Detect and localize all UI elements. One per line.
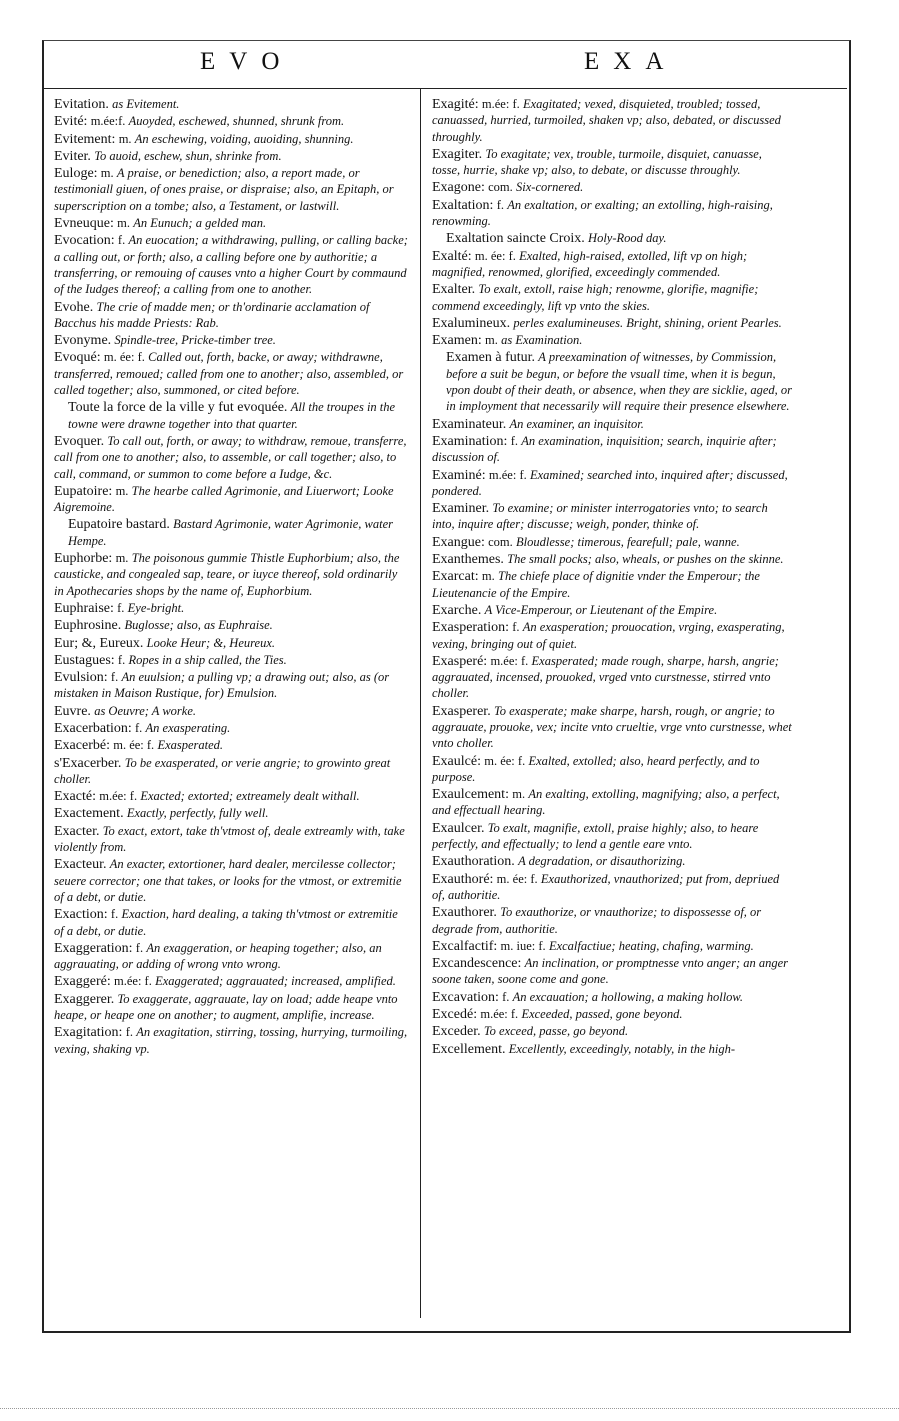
entry-definition: To be exasperated, or verie angrie; to growinto great choller. [54, 755, 391, 786]
dictionary-entry [54, 906, 410, 939]
dictionary-entry [432, 315, 792, 331]
entry-definition: Spindle-tree, Pricke-timber tree. [114, 333, 276, 348]
entry-definition: as Examination. [501, 333, 583, 348]
entry-grammar: f. [135, 720, 143, 735]
dictionary-entry [54, 433, 410, 482]
dictionary-entry [54, 856, 410, 905]
entry-grammar: m. [117, 216, 130, 231]
dictionary-entry [432, 349, 792, 414]
entry-grammar: m. ée: f. [113, 738, 155, 753]
dictionary-entry [432, 568, 792, 601]
entry-grammar: m. [115, 551, 129, 566]
dictionary-entry [54, 148, 410, 164]
entry-headword: Exasperation: [432, 620, 509, 636]
entry-headword: Eviter. [54, 148, 91, 164]
entry-definition: To exact, extort, take th'vtmost of, deale extreamly with, take violently from. [54, 823, 405, 855]
dictionary-entry [54, 635, 410, 651]
dictionary-entry [432, 248, 792, 281]
left-column [54, 96, 410, 1058]
dictionary-entry [54, 823, 410, 856]
entry-definition: An examiner, an inquisitor. [509, 416, 644, 431]
entry-definition: Ropes in a ship called, the Ties. [128, 652, 287, 667]
entry-headword: Evitement: [54, 131, 116, 147]
entry-headword: Evitation. [54, 97, 109, 112]
entry-headword: Exalumineux. [432, 315, 511, 331]
entry-definition: The crie of madde men; or th'ordinarie acclamation of Bacchus his madde Priests: Rab. [54, 299, 370, 330]
dictionary-entry [432, 938, 792, 954]
dictionary-entry [54, 550, 410, 599]
entry-definition: To exceed, passe, go beyond. [483, 1024, 629, 1039]
entry-definition: The chiefe place of dignitie vnder the Emperour; the Lieutenancie of the Empire. [432, 569, 760, 600]
dictionary-entry [54, 113, 410, 129]
entry-headword: Evoqué: [54, 350, 101, 366]
entry-headword: Euphrosine. [54, 618, 122, 634]
entry-definition: Exaggerated; aggrauated; increased, amplified. [155, 974, 396, 989]
entry-headword: Evoquer. [54, 433, 105, 449]
dictionary-entry [54, 299, 410, 332]
dictionary-entry [54, 617, 410, 633]
entry-headword: Eupatoire: [54, 483, 113, 499]
entry-definition: To exasperate; make sharpe, harsh, rough, or angrie; to aggrauate, prouoke, vex; incite vnto crueltie, vrge vnto curstnesse, whet vnto choller. [432, 703, 792, 751]
entry-definition: An euulsion; a pulling vp; a drawing out; also, as (or mistaken in Maison Rustique, for) Emulsion. [54, 670, 390, 701]
entry-headword: Exauthoré: [432, 871, 494, 887]
dictionary-entry [54, 788, 410, 804]
entry-headword: Examen à futur. [446, 350, 536, 366]
entry-definition: Buglosse; also, as Euphraise. [124, 618, 273, 633]
entry-headword: Examiné: [432, 467, 486, 483]
entry-grammar: m.ée: f. [114, 974, 152, 989]
entry-headword: Exaltation: [432, 197, 494, 213]
entry-definition: An euocation; a withdrawing, pulling, or calling backe; a calling out, or forth; also, a calling before one by authoritie; a transferring, or remouing of causes vnto a higher Court by commaund of the Iudges thereof; a calling from one to another. [54, 233, 408, 297]
dictionary-entry [54, 131, 410, 147]
dictionary-entry [54, 600, 410, 616]
entry-headword: Exactement. [54, 806, 124, 822]
entry-definition: perles exalumineuses. Bright, shining, orient Pearles. [513, 315, 782, 330]
entry-grammar: m. ée: f. [484, 753, 526, 768]
entry-definition: An exasperation; prouocation, vrging, exasperating, vexing, bringing out of quiet. [432, 620, 785, 651]
entry-headword: Exalté: [432, 248, 472, 264]
dictionary-entry [54, 805, 410, 821]
dictionary-entry [432, 1041, 792, 1057]
entry-definition: Examined; searched into, inquired after; discussed, pondered. [432, 467, 788, 498]
entry-definition: Six-cornered. [516, 180, 584, 195]
entry-headword: Examen: [432, 333, 482, 349]
dictionary-entry [432, 332, 792, 348]
entry-definition: Looke Heur; &, Heureux. [146, 635, 275, 650]
entry-definition: An exagitation, stirring, tossing, hurrying, turmoiling, vexing, shaking vp. [54, 1025, 408, 1056]
dictionary-entry [432, 871, 792, 904]
entry-headword: Exaggeré: [54, 974, 111, 990]
scan-edge [0, 1408, 899, 1409]
entry-grammar: f. [117, 600, 125, 615]
dictionary-entry [432, 281, 792, 314]
entry-definition: All the troupes in the towne were drawne together into that quarter. [68, 400, 396, 431]
dictionary-entry [54, 96, 410, 112]
dictionary-entry [54, 737, 410, 753]
dictionary-entry [54, 349, 410, 398]
entry-headword: Exceder. [432, 1024, 481, 1040]
entry-definition: A degradation, or disauthorizing. [518, 854, 686, 869]
running-head-left: EVO [200, 48, 294, 75]
dictionary-entry [432, 619, 792, 652]
dictionary-entry [432, 96, 792, 145]
entry-definition: Exasperated. [157, 738, 224, 753]
entry-definition: To exaggerate, aggrauate, lay on load; adde heape vnto heape, or heape one on another; to augment, amplifie, increase. [54, 991, 398, 1023]
entry-grammar: f. [510, 433, 518, 448]
entry-headword: Exaggerer. [54, 991, 115, 1007]
entry-definition: An excauation; a hollowing, a making hollow. [512, 989, 743, 1004]
entry-headword: Exauthoration. [432, 854, 515, 870]
entry-headword: Exagité: [432, 97, 479, 112]
dictionary-entry [432, 786, 792, 819]
entry-headword: Evocation: [54, 233, 115, 249]
entry-definition: A Vice-Emperour, or Lieutenant of the Empire. [484, 602, 718, 617]
entry-headword: Exagitation: [54, 1025, 123, 1041]
entry-grammar: m.ée:f. [90, 114, 126, 129]
entry-headword: Eustagues: [54, 652, 115, 668]
entry-grammar: f. [496, 197, 504, 212]
entry-headword: Exaulcé: [432, 753, 481, 769]
entry-definition: An examination, inquisition; search, inquirie after; discussion of. [432, 433, 777, 465]
entry-definition: Exacted; extorted; extreamely dealt withall. [140, 789, 360, 804]
entry-definition: A preexamination of witnesses, by Commission, before a suit be begun, or before the vsuall time, when it is begun, vpon doubt of their death, or absence, when they are sicklie, aged, or in imployment that necessarily will require their presence elsewhere. [446, 350, 792, 414]
dictionary-entry [54, 703, 410, 719]
dictionary-entry [54, 973, 410, 989]
entry-grammar: m. ée: f. [474, 248, 516, 263]
entry-grammar: f. [512, 620, 520, 635]
entry-definition: Exauthorized, vnauthorized; put from, depriued of, authoritie. [432, 871, 780, 902]
entry-grammar: m. [485, 333, 498, 348]
page-header [44, 40, 847, 92]
entry-definition: An inclination, or promptnesse vnto anger; an anger soone taken, soone come and gone. [432, 956, 789, 987]
entry-definition: Auoyded, eschewed, shunned, shrunk from. [128, 114, 345, 129]
dictionary-entry [432, 989, 792, 1005]
dictionary-entry [432, 500, 792, 533]
dictionary-entry [54, 669, 410, 702]
entry-headword: Exaction: [54, 907, 108, 923]
entry-definition: The small pocks; also, wheals, or pushes on the skinne. [507, 552, 784, 567]
entry-headword: Exanthemes. [432, 552, 504, 568]
dictionary-entry [54, 652, 410, 668]
entry-grammar: m. [115, 483, 129, 498]
running-head-right: EXA [584, 48, 678, 75]
entry-definition: An exaltation, or exalting; an extolling, high-raising, renowming. [432, 197, 773, 229]
dictionary-entry [54, 991, 410, 1024]
entry-headword: Exaggeration: [54, 940, 133, 956]
entry-grammar: f. [135, 940, 144, 955]
entry-grammar: m. [481, 569, 495, 584]
entry-headword: Exacerbé: [54, 738, 110, 754]
entry-headword: Euphraise: [54, 600, 114, 616]
entry-definition: To call out, forth, or away; to withdraw, remoue, transferre, call from one to another; also, to assemble, or call together; also, to call, command, or summon to come before a Iudge, &c. [54, 433, 407, 481]
entry-headword: Examinateur. [432, 416, 507, 432]
entry-definition: The hearbe called Agrimonie, and Liuerwort; Looke Aigremoine. [54, 483, 394, 515]
entry-definition: Exalted, high-raised, extolled, lift vp on high; magnified, renowmed, glorified, exceedingly commended. [432, 248, 748, 279]
entry-headword: Exacté: [54, 789, 96, 805]
entry-grammar: m. ée: f. [103, 350, 145, 365]
entry-definition: Exactly, perfectly, fully well. [126, 806, 269, 821]
entry-headword: Exasperer. [432, 703, 491, 719]
dictionary-entry [54, 399, 410, 432]
dictionary-entry [432, 146, 792, 179]
dictionary-entry [54, 165, 410, 214]
entry-definition: An exaggeration, or heaping together; also, an aggrauating, or adding of wrong vnto wrong. [54, 940, 382, 972]
entry-headword: Eupatoire bastard. [68, 517, 170, 533]
entry-definition: Bloudlesse; timerous, fearefull; pale, wanne. [516, 534, 740, 549]
entry-definition: Exaction, hard dealing, a taking th'vtmost or extremitie of a debt, or dutie. [54, 907, 398, 938]
entry-grammar: m.ée: f. [488, 467, 527, 482]
entry-headword: Evité: [54, 114, 88, 130]
entry-definition: A praise, or benediction; also, a report made, or testimoniall giuen, of ones praise, or dispraise; also, an Epitaph, or superscription on a tombe; also, a Testament, or lastwill. [54, 166, 394, 213]
entry-headword: Excalfactif: [432, 938, 498, 954]
entry-headword: s'Exacerber. [54, 755, 122, 771]
entry-definition: Excellently, exceedingly, notably, in the high- [508, 1041, 736, 1056]
entry-headword: Examination: [432, 433, 508, 449]
entry-headword: Exacerbation: [54, 720, 132, 736]
entry-grammar: f. [125, 1025, 133, 1040]
dictionary-entry [54, 332, 410, 348]
dictionary-entry [432, 416, 792, 432]
entry-headword: Exacteur. [54, 857, 107, 873]
entry-headword: Exangue: [432, 534, 485, 550]
dictionary-entry [432, 653, 792, 702]
entry-definition: The poisonous gummie Thistle Euphorbium; also, the causticke, and congealed sap, teare, or iuyce thereof, sold ordinarily in Apothecaries shops by the name of, Euphorbium. [54, 551, 400, 598]
dictionary-entry [54, 755, 410, 788]
entry-definition: Exagitated; vexed, disquieted, troubled; tossed, canuassed, hurried, turmoiled, shaken vp; also, debated, or discussed throughly. [432, 97, 781, 144]
entry-headword: Excandescence: [432, 956, 522, 972]
entry-definition: Holy-Rood day. [588, 231, 667, 246]
entry-grammar: m. [512, 787, 526, 802]
dictionary-entry [54, 940, 410, 973]
entry-grammar: f. [502, 989, 510, 1004]
entry-grammar: m. ée: f. [496, 871, 538, 886]
entry-headword: Exarche. [432, 602, 482, 618]
dictionary-entry [432, 230, 792, 246]
entry-headword: Exaulcement: [432, 787, 509, 803]
dictionary-entry [432, 534, 792, 550]
dictionary-entry [432, 602, 792, 618]
dictionary-entry [54, 483, 410, 516]
dictionary-entry [432, 820, 792, 853]
entry-headword: Exaulcer. [432, 820, 485, 836]
entry-headword: Eur; &, Eureux. [54, 635, 144, 651]
entry-definition: An exasperating. [145, 720, 231, 735]
entry-definition: To exalt, magnifie, extoll, praise highly; also, to heare perfectly, and effectually; to lend a gentle eare vnto. [432, 820, 759, 852]
dictionary-entry [432, 904, 792, 937]
dictionary-entry [54, 1024, 410, 1057]
dictionary-entry [432, 467, 792, 500]
entry-definition: Excalfactiue; heating, chafing, warming. [548, 938, 754, 953]
entry-headword: Examiner. [432, 501, 490, 517]
entry-headword: Toute la force de la ville y fut evoquée. [68, 400, 288, 416]
entry-grammar: f. [110, 670, 119, 685]
entry-headword: Evohe. [54, 299, 94, 315]
column-divider [420, 88, 421, 1318]
entry-headword: Exacter. [54, 823, 100, 839]
entry-grammar: m.ée: f. [99, 789, 138, 804]
entry-definition: Exasperated; made rough, sharpe, harsh, angrie; aggrauated, incensed, prouoked, vrged vnto curstnesse, stirred vnto choller. [432, 653, 779, 701]
entry-grammar: m.ée: f. [490, 653, 529, 668]
entry-headword: Excavation: [432, 989, 499, 1005]
entry-grammar: f. [117, 233, 126, 248]
entry-definition: An Eunuch; a gelded man. [133, 216, 267, 231]
dictionary-entry [432, 433, 792, 466]
entry-definition: Exalted, extolled; also, heard perfectly, and to purpose. [432, 753, 760, 784]
entry-headword: Euphorbe: [54, 551, 113, 567]
right-column [432, 96, 792, 1058]
entry-definition: Bastard Agrimonie, water Agrimonie, water Hempe. [68, 517, 394, 548]
dictionary-entry [54, 232, 410, 297]
entry-grammar: f. [117, 652, 126, 667]
dictionary-entry [54, 720, 410, 736]
dictionary-entry [432, 197, 792, 230]
entry-definition: To auoid, eschew, shun, shrinke from. [94, 148, 282, 163]
dictionary-entry [432, 853, 792, 869]
entry-headword: Exagiter. [432, 146, 483, 162]
entry-grammar: m. [118, 131, 132, 146]
dictionary-entry [432, 179, 792, 195]
entry-definition: An eschewing, voiding, auoiding, shunning. [134, 131, 354, 146]
entry-headword: Exagone: [432, 180, 485, 196]
entry-grammar: com. [488, 180, 513, 195]
entry-definition: An exacter, extortioner, hard dealer, mercilesse collector; seuere corrector; one that takes, or looks for the vtmost, or extremitie of a debt, or dutie. [54, 857, 402, 904]
entry-headword: Exaltation saincte Croix. [446, 231, 585, 247]
entry-definition: To exalt, extoll, raise high; renowme, glorifie, magnifie; commend exceedingly, lift vp vnto the skies. [432, 282, 759, 313]
dictionary-entry [432, 1006, 792, 1022]
entry-definition: as Oeuvre; A worke. [94, 703, 197, 718]
entry-grammar: m. iue: f. [500, 938, 546, 953]
entry-definition: An exalting, extolling, magnifying; also, a perfect, and effectuall hearing. [432, 787, 780, 818]
entry-grammar: com. [488, 534, 513, 549]
entry-definition: Eye-bright. [127, 600, 185, 615]
dictionary-entry [54, 215, 410, 231]
entry-definition: Called out, forth, backe, or away; withdrawne, transferred, remoued; called from one to another; also, assembled, or called together; also, summoned, or cited before. [54, 350, 404, 398]
entry-headword: Excedé: [432, 1007, 478, 1023]
entry-definition: To examine; or minister interrogatories vnto; to search into, inquire after; discusse; weigh, ponder, thinke of. [432, 501, 768, 532]
entry-definition: as Evitement. [112, 97, 180, 111]
entry-grammar: f. [110, 907, 119, 922]
entry-headword: Exasperé: [432, 653, 488, 669]
dictionary-entry [54, 516, 410, 549]
entry-headword: Evulsion: [54, 670, 108, 686]
entry-definition: Exceeded, passed, gone beyond. [521, 1007, 683, 1022]
entry-grammar: m.ée: f. [480, 1007, 519, 1022]
entry-headword: Euloge: [54, 166, 98, 182]
header-rule [44, 88, 847, 89]
entry-headword: Exalter. [432, 282, 476, 298]
entry-headword: Exauthorer. [432, 905, 497, 921]
entry-grammar: m. [100, 166, 114, 181]
entry-headword: Evneuque: [54, 216, 114, 232]
dictionary-entry [432, 703, 792, 752]
entry-grammar: m.ée: f. [481, 97, 520, 111]
dictionary-entry [432, 753, 792, 786]
entry-headword: Evonyme. [54, 333, 112, 349]
entry-headword: Excellement. [432, 1041, 506, 1057]
dictionary-entry [432, 1023, 792, 1039]
entry-headword: Euvre. [54, 703, 91, 719]
entry-headword: Exarcat: [432, 569, 479, 585]
dictionary-entry [432, 955, 792, 988]
dictionary-entry [432, 551, 792, 567]
entry-definition: To exauthorize, or vnauthorize; to dispossesse of, or degrade from, authoritie. [432, 905, 762, 936]
entry-definition: To exagitate; vex, trouble, turmoile, disquiet, canuasse, tosse, hurrie, shake vp; also, to debate, or discusse throughly. [432, 146, 762, 178]
